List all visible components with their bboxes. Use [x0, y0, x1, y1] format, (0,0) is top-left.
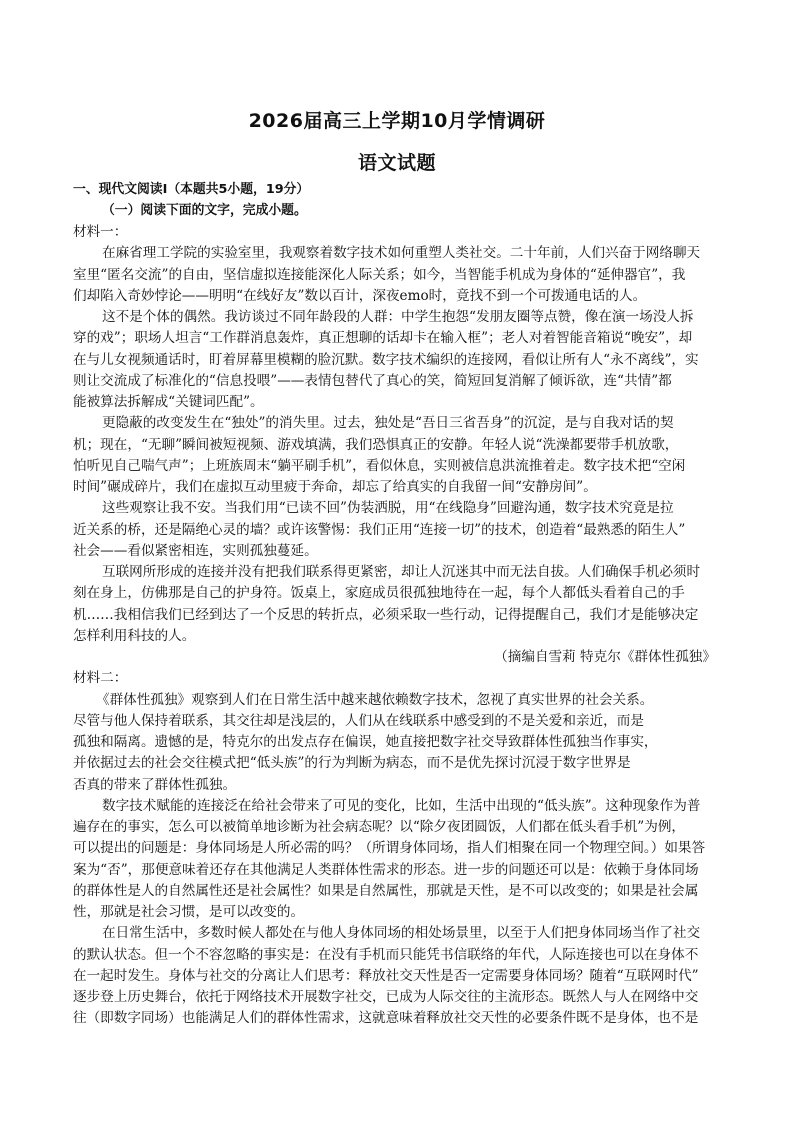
section-instruction: （一）阅读下面的文字，完成小题。: [102, 203, 307, 218]
section-heading: 一、现代文阅读Ⅰ（本题共5小题，19分）: [73, 182, 310, 197]
paragraph-line: 在与儿女视频通话时，盯着屏幕里模糊的脸沉默。数字技术编织的连接网，看似让所有人“永不离线”，实: [73, 352, 699, 368]
paragraph-line: 数字技术赋能的连接泛在给社会带来了可见的变化，比如，生活中出现的“低头族”。这种现象作为普: [102, 798, 701, 814]
material2-label: 材料二：: [73, 670, 128, 686]
paragraph-line: 能被算法拆解成“关键词匹配”。: [73, 394, 264, 410]
exam-subject: 语文试题: [357, 152, 436, 174]
paragraph-line: 机；现在，“无聊”瞬间被短视频、游戏填满，我们恐惧真正的安静。年轻人说“洗澡都要带手机放歌，: [73, 437, 679, 453]
paragraph-line: 案为“否”，那便意味着还存在其他满足人类群体性需求的形态。进一步的问题还可以是：依赖于身体同场: [73, 862, 699, 878]
paragraph-line: 在一起时发生。身体与社交的分离让人们思考：释放社交天性是否一定需要身体同场？随着“互联网时代”: [73, 968, 699, 984]
paragraph-line: 这不是个体的偶然。我访谈过不同年龄段的人群：中学生抱怨“发朋友圈等点赞，像在演一场没人拆: [102, 309, 694, 325]
paragraph-line: 刻在身上，仿佛那是自己的护身符。饭桌上，家庭成员很孤独地待在一起，每个人都低头看着自己的手: [73, 585, 685, 601]
paragraph-line: 逐步登上历史舞台，依托于网络技术开展数字社交，已成为人际交往的主流形态。既然人与人在网络中交: [73, 989, 699, 1005]
paragraph-line: 们却陷入奇妙悖论——明明“在线好友”数以百计，深夜emo时，竟找不到一个可拨通电话的人。: [73, 288, 647, 304]
paragraph-line: 尽管与他人保持着联系，其交往却是浅层的，人们从在线联系中感受到的不是关爱和亲近，而是: [73, 713, 644, 729]
paragraph-line: 室里“匿名交流”的自由，坚信虚拟连接能深化人际关系；如今，当智能手机成为身体的“延伸器官”，我: [73, 267, 686, 283]
paragraph-line: 怎样利用科技的人。: [73, 628, 196, 644]
paragraph-line: 近关系的桥，还是隔绝心灵的墙？或许该警惕：我们正用“连接一切”的技术，创造着“最熟悉的陌生人”: [73, 522, 686, 538]
paragraph-line: 往（即数字同场）也能满足人们的群体性需求，这就意味着释放社交天性的必要条件既不是身体，也不是: [73, 1010, 699, 1026]
paragraph-line: 则让交流成了标准化的“信息投喂”——表情包替代了真心的笑，简短回复消解了倾诉欲，连“共情”都: [73, 373, 672, 389]
paragraph-line: 互联网所形成的连接并没有把我们联系得更紧密，却让人沉迷其中而无法自拔。人们确保手机必须时: [102, 564, 701, 580]
paragraph-line: 的默认状态。但一个不容忽略的事实是：在没有手机而只能凭书信联络的年代，人际连接也可以在身体不: [73, 947, 699, 963]
exam-title: 2026届高三上学期10月学情调研: [248, 110, 546, 132]
material1-source: （摘编自雪莉 特克尔《群体性孤独》: [494, 649, 716, 665]
paragraph-line: 穿的戏”；职场人坦言“工作群消息轰炸，真正想聊的话却卡在输入框”；老人对着智能音箱说“晚安”，却: [73, 330, 693, 346]
paragraph-line: 否真的带来了群体性孤独。: [73, 777, 237, 793]
paragraph-line: 可以提出的问题是：身体同场是人所必需的吗？（所谓身体同场，指人们相聚在同一个物理空间。）如果答: [73, 840, 706, 856]
paragraph-line: 性，那就是社会习惯，是可以改变的。: [73, 904, 305, 920]
paragraph-line: 更隐蔽的改变发生在“独处”的消失里。过去，独处是“吾日三省吾身”的沉淀，是与自我对话的契: [102, 415, 674, 431]
paragraph-line: 并依据过去的社会交往模式把“低头族”的行为判断为病态，而不是优先探讨沉浸于数字世界是: [73, 755, 631, 771]
paragraph-line: 孤独和隔离。遗憾的是，特克尔的出发点存在偏误，她直接把数字社交导致群体性孤独当作事实，: [73, 734, 658, 750]
paragraph-line: 在日常生活中，多数时候人都处在与他人身体同场的相处场景里，以至于人们把身体同场当作了社交: [102, 925, 701, 941]
material1-label: 材料一：: [73, 224, 128, 240]
paragraph-line: 怕听见自己喘气声”；上班族周末“躺平刷手机”，看似休息，实则被信息洪流推着走。数字技术把“空闲: [73, 458, 686, 474]
paragraph-line: 机……我相信我们已经到达了一个反思的转折点，必须采取一些行动，记得提醒自己，我们才是能够决定: [73, 607, 699, 623]
paragraph-line: 的群体性是人的自然属性还是社会属性？如果是自然属性，那就是天性，是不可以改变的；如果是社会属: [73, 883, 699, 899]
paragraph-line: 遍存在的事实，怎么可以被简单地诊断为社会病态呢？以“除夕夜团圆饭，人们都在低头看手机”为例，: [73, 819, 686, 835]
paragraph-line: 社会——看似紧密相连，实则孤独蔓延。: [73, 543, 318, 559]
paragraph-line: 时间”碾成碎片，我们在虚拟互动里疲于奔命，却忘了给真实的自我留一间“安静房间”。: [73, 479, 597, 495]
paragraph-line: 这些观察让我不安。当我们用“已读不回”伪装洒脱，用“在线隐身”回避沟通，数字技术究竟是拉: [102, 500, 674, 516]
paragraph-line: 在麻省理工学院的实验室里，我观察着数字技术如何重塑人类社交。二十年前，人们兴奋于网络聊天: [102, 245, 701, 261]
paragraph-line: 《群体性孤独》观察到人们在日常生活中越来越依赖数字技术，忽视了真实世界的社会关系。: [96, 692, 654, 708]
